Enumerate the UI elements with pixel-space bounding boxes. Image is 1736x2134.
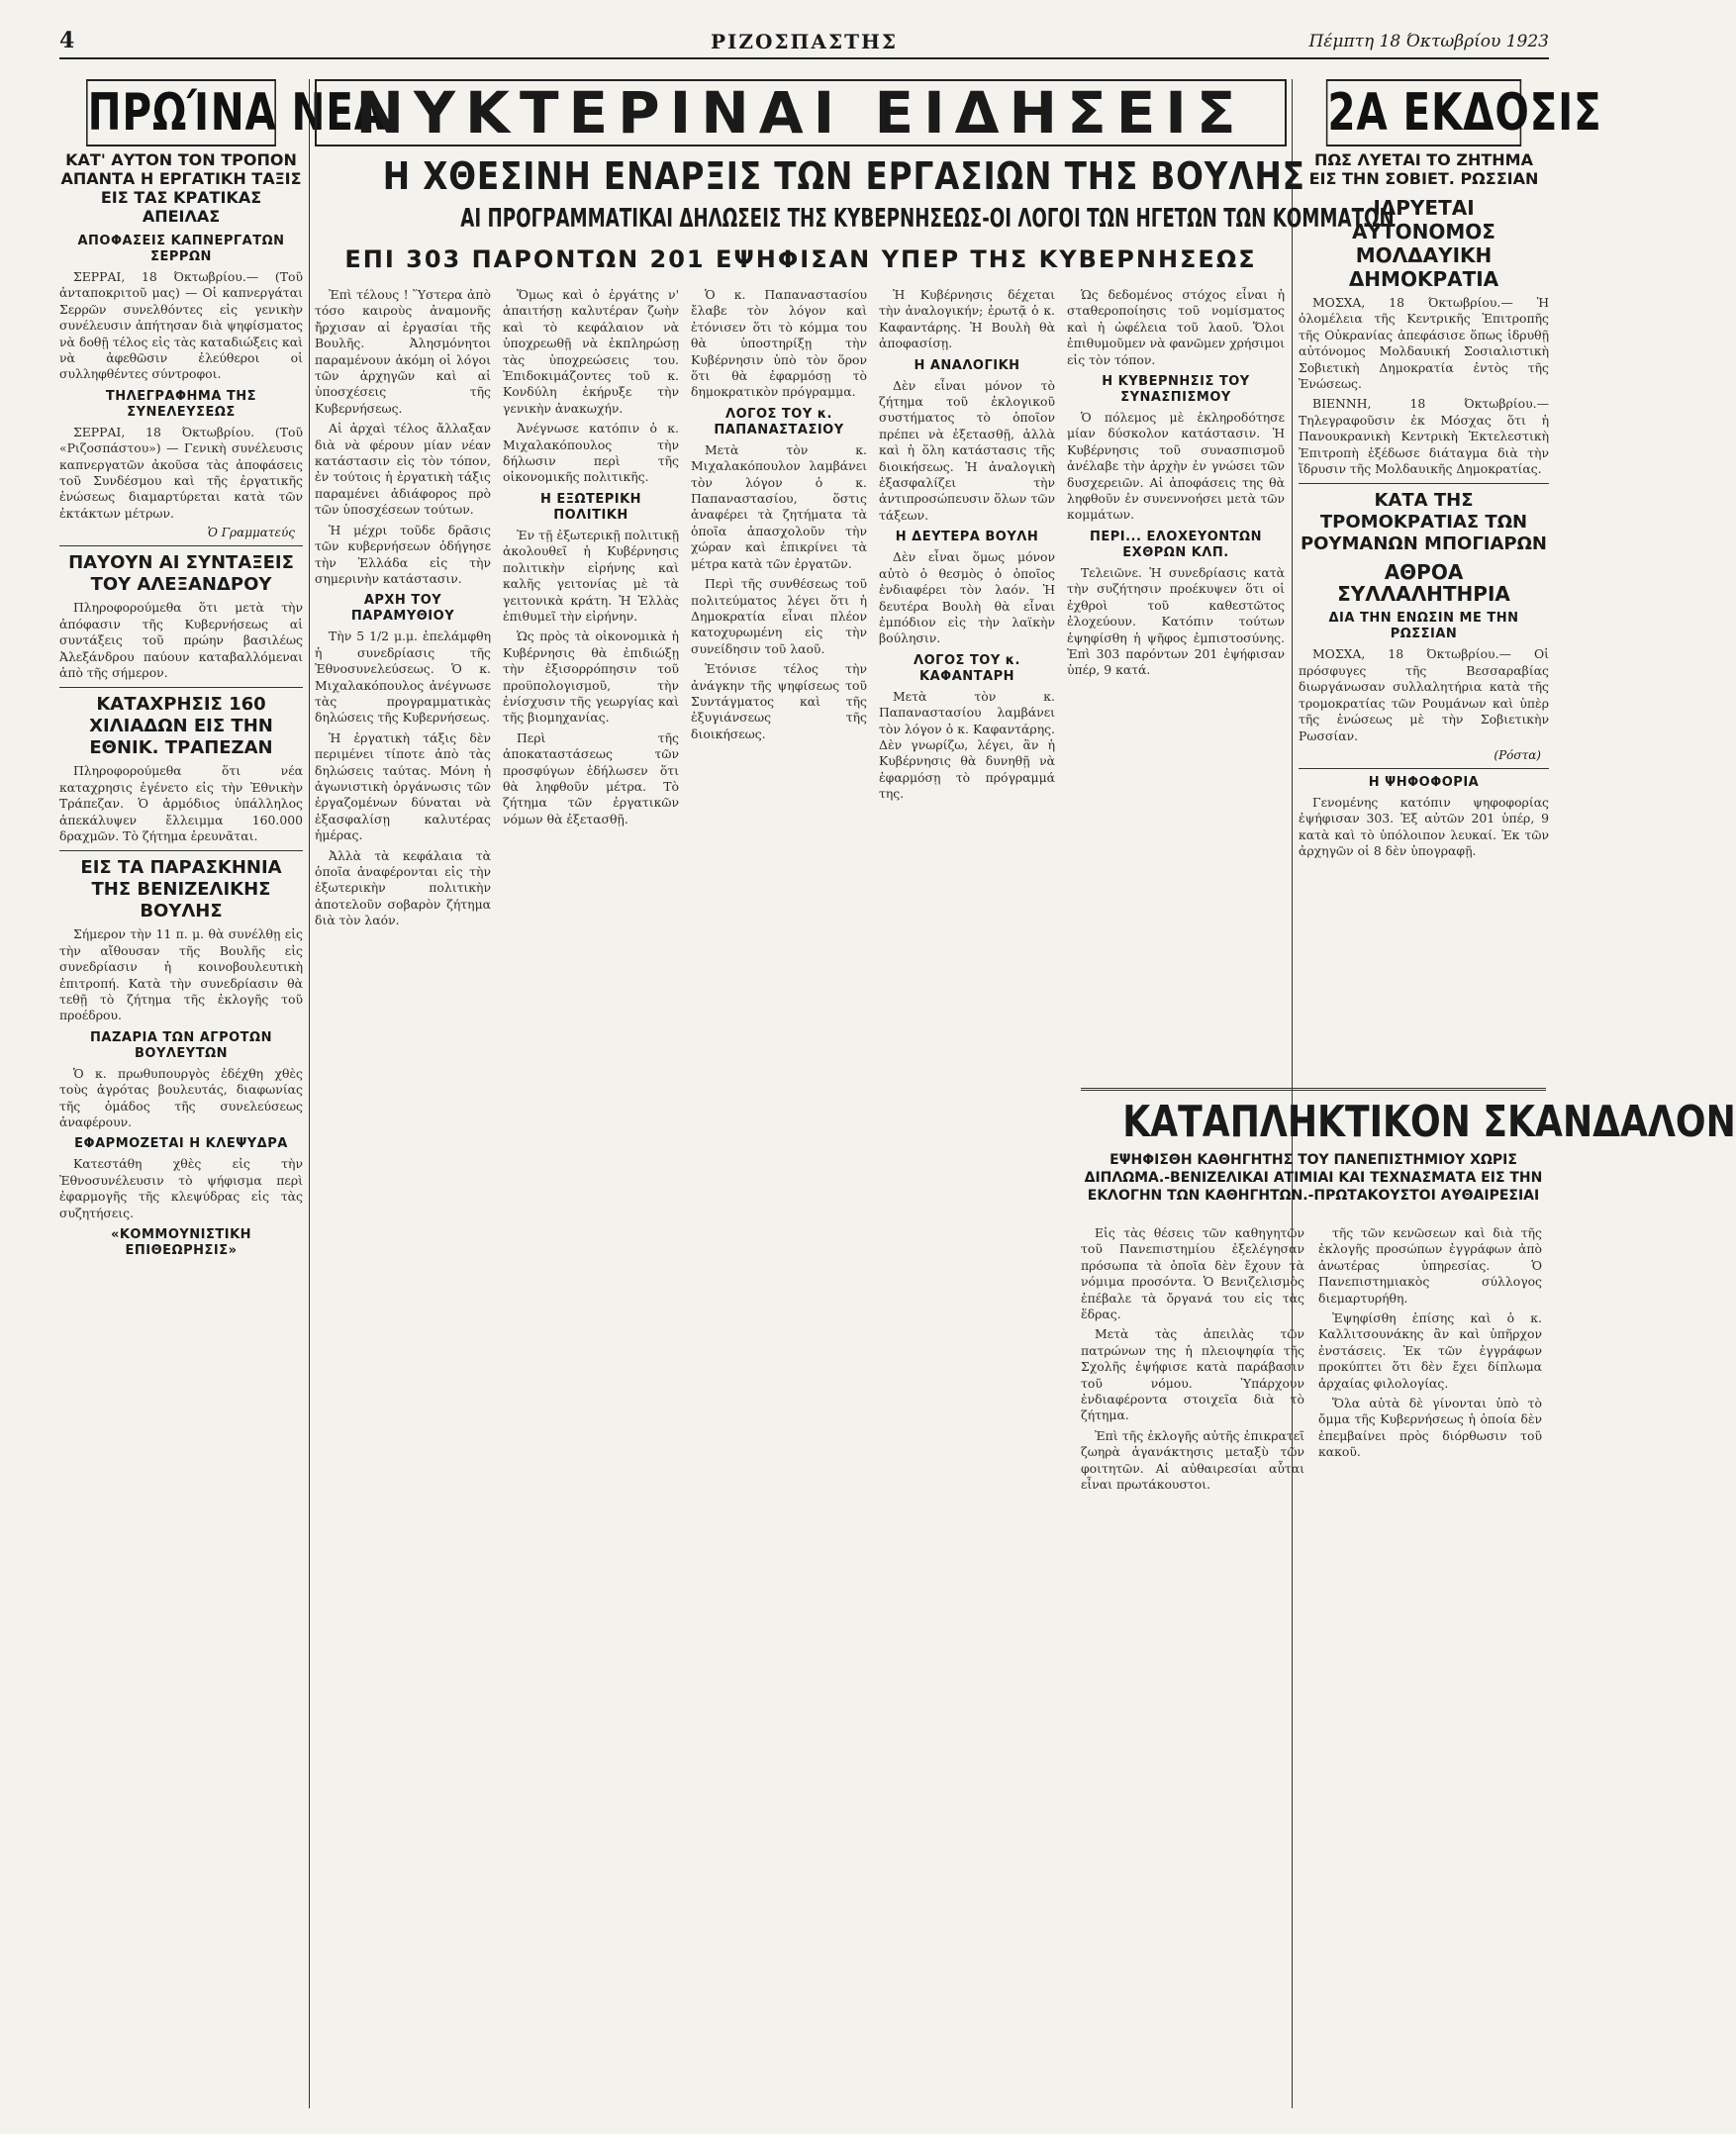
section-headline: ΚΑΤΑ ΤΗΣ ΤΡΟΜΟΚΡΑΤΙΑΣ ΤΩΝ ΡΟΥΜΑΝΩΝ ΜΠΟΓΙΑΡΩΝ: [1300, 490, 1547, 555]
article-paragraph: Ἀνέγνωσε κατόπιν ὁ κ. Μιχαλακόπουλος τὴν δήλωσιν περὶ τῆς οἰκονομικῆς πολιτικῆς.: [503, 421, 679, 485]
main-subheadline: ΑΙ ΠΡΟΓΡΑΜΜΑΤΙΚΑΙ ΔΗΛΩΣΕΙΣ ΤΗΣ ΚΥΒΕΡΝΗΣΕΩΣ-ΟΙ ΛΟΓΟΙ ΤΩΝ ΗΓΕΤΩΝ ΤΩΝ ΚΟΜΜΑΤΩΝ: [460, 204, 1395, 234]
article-paragraph: Περὶ τῆς συνθέσεως τοῦ πολιτεύματος λέγει ὅτι ἡ Δημοκρατία εἶναι πλέον κατοχυρωμένη εἰς τὴν συνείδησιν τοῦ λαοῦ.: [691, 576, 867, 656]
article-paragraph: Ὡς δεδομένος στόχος εἶναι ἡ σταθεροποίησις τοῦ νομίσματος καὶ ἡ ὠφέλεια τοῦ λαοῦ. Ὅλοι ἐπιθυμοῦμεν νὰ φανῶμεν χρήσιμοι εἰς τὸν τόπον.: [1067, 287, 1285, 367]
section-caption: Η ΚΥΒΕΡΝΗΣΙΣ ΤΟΥ ΣΥΝΑΣΠΙΣΜΟΥ: [1102, 374, 1250, 406]
article-paragraph: Ἡ ἐργατικὴ τάξις δὲν περιμένει τίποτε ἀπὸ τὰς δηλώσεις ταύτας. Μόνη ἡ ἀγωνιστικὴ ὀργάνωσις τῶν ἐργαζομένων δύναται νὰ ἐξασφαλίσῃ καλυτέρας ἡμέρας.: [315, 729, 491, 843]
divider: [59, 850, 303, 851]
article-paragraph: Εἰς τὰς θέσεις τῶν καθηγητῶν τοῦ Πανεπιστημίου ἐξελέγησαν πρόσωπα τὰ ὁποῖα δὲν ἔχουν τὰ νόμιμα προσόντα. Ὁ Βενιζελισμὸς ἐπέβαλε τὰ ὄργανά του εἰς τὰς ἕδρας.: [1081, 1225, 1304, 1322]
center-column-1: [315, 287, 491, 933]
article-paragraph: Δὲν εἶναι μόνον τὸ ζήτημα τοῦ ἐκλογικοῦ συστήματος τὸ ὁποῖον πρέπει νὰ ἐξετασθῇ, ἀλλὰ καὶ ἡ ὅλη κατάστασις τῆς διοικήσεως. Ἡ ἀναλογικὴ ἐξασφαλίζει τὴν ἀντιπροσώπευσιν ὅλων τῶν τάξεων.: [879, 377, 1055, 523]
signature: Ὁ Γραμματεύς: [207, 526, 295, 540]
article-paragraph: Ὅλα αὐτὰ δὲ γίνονται ὑπὸ τὸ ὄμμα τῆς Κυβερνήσεως ἡ ὁποία δὲν ἐπεμβαίνει πρὸς διόρθωσιν τοῦ κακοῦ.: [1318, 1396, 1542, 1460]
vote-headline: ΕΠΙ 303 ΠΑΡΟΝΤΩΝ 201 ΕΨΗΦΙΣΑΝ ΥΠΕΡ ΤΗΣ ΚΥΒΕΡΝΗΣΕΩΣ: [344, 245, 1257, 273]
section-caption: ΠΑΖΑΡΙΑ ΤΩΝ ΑΓΡΟΤΩΝ ΒΟΥΛΕΥΤΩΝ: [90, 1029, 272, 1061]
section-caption: ΛΟΓΟΣ ΤΟΥ κ. ΚΑΦΑΝΤΑΡΗ: [914, 652, 1020, 684]
article-paragraph: Ἡ μέχρι τοῦδε δρᾶσις τῶν κυβερνήσεων ὁδήγησε τὴν Ἑλλάδα εἰς τὴν σημερινὴν κατάστασιν.: [315, 522, 491, 586]
article-paragraph: Ἐπὶ τέλους ! Ὕστερα ἀπὸ τόσο καιροὺς ἀναμονῆς ἤρχισαν αἱ ἐργασίαι τῆς Βουλῆς. Ἀλησμόνητοι παραμένουν ἀκόμη οἱ λόγοι τῶν ἀρχηγῶν καὶ αἱ ὑποσχέσεις τῆς Κυβερνήσεως.: [315, 287, 491, 416]
scandal-column-1: [1081, 1225, 1304, 1498]
right-subhead: ΙΔΡΥΕΤΑΙ ΑΥΤΟΝΟΜΟΣ ΜΟΛΔΑΥΙΚΗ ΔΗΜΟΚΡΑΤΙΑ: [1348, 196, 1499, 291]
right-lede: ΠΩΣ ΛΥΕΤΑΙ ΤΟ ΖΗΤΗΜΑ ΕΙΣ ΤΗΝ ΣΟΒΙΕΤ. ΡΩΣΣΙΑΝ: [1308, 150, 1539, 188]
edition-headline: 2Α ΕΚΔΟΣΙΣ: [1326, 79, 1521, 146]
paper-name: ΡΙΖΟΣΠΑΣΤΗΣ: [710, 30, 899, 53]
section-headline: ΚΑΤΑΧΡΗΣΙΣ 160 ΧΙΛΙΑΔΩΝ ΕΙΣ ΤΗΝ ΕΘΝΙΚ. ΤΡΑΠΕΖΑΝ: [89, 694, 273, 759]
article-paragraph: ΜΟΣΧΑ, 18 Όκτωβρίου.— Ἡ ὁλομέλεια τῆς Κεντρικῆς Ἐπιτροπῆς τῆς Οὐκρανίας ἀπεφάσισε ὅπως ἱδρυθῇ αὐτόνομος Μολδαυική Σοσιαλιστικὴ Σοβιετικὴ Δημοκρατία ἐντὸς τῆς Ἑνώσεως.: [1299, 295, 1549, 392]
article-paragraph: ΣΕΡΡΑΙ, 18 Όκτωβρίου. (Τοῦ «Ριζοσπάστου») — Γενικὴ συνέλευσις καπνεργατῶν ἀκοῦσα τὰς ἀποφάσεις τοῦ Συνδέσμου καὶ τῆς ἐργατικῆς ἑνώσεως διαμαρτύρεται κατὰ τῶν ἐκτάκτων μέτρων.: [59, 424, 303, 521]
divider: [59, 687, 303, 688]
section-caption: ΕΦΑΡΜΟΖΕΤΑΙ Η ΚΛΕΨΥΔΡΑ: [74, 1136, 288, 1152]
article-paragraph: ΜΟΣΧΑ, 18 Όκτωβρίου.— Οἱ πρόσφυγες τῆς Βεσσαραβίας διωργάνωσαν συλλαλητήρια κατὰ τῆς τρομοκρατίας τῶν Ρουμάνων καὶ ὑπὲρ τῆς ἑνώσεως μὲ τὴν Σοβιετικὴν Ρωσσίαν.: [1299, 646, 1549, 743]
article-paragraph: Ὁ πόλεμος μὲ ἐκληροδότησε μίαν δύσκολον κατάστασιν. Ἡ Κυβέρνησις τοῦ συνασπισμοῦ ἀνέλαβε τὴν ἀρχὴν ἐν γνώσει τῶν δυσχερειῶν. Αἱ ἀποφάσεις της θὰ ληφθοῦν ἐν συνεννοήσει μετὰ τῶν κομμάτων.: [1067, 410, 1285, 523]
article-paragraph: Ἐπὶ τῆς ἐκλογῆς αὐτῆς ἐπικρατεῖ ζωηρὰ ἀγανάκτησις μεταξὺ τῶν φοιτητῶν. Αἱ αὐθαιρεσίαι αὗται εἶναι πρωτάκουστοι.: [1081, 1427, 1304, 1493]
center-column-5: [1067, 287, 1285, 683]
scandal-subheadline: ΕΨΗΦΙΣΘΗ ΚΑΘΗΓΗΤΗΣ ΤΟΥ ΠΑΝΕΠΙΣΤΗΜΙΟΥ ΧΩΡΙΣ ΔΙΠΛΩΜΑ.-ΒΕΝΙΖΕΛΙΚΑΙ ΑΤΙΜΙΑΙ ΚΑΙ ΤΕΧΝΑΣΜΑΤΑ ΕΙΣ ΤΗΝ ΕΚΛΟΓΗΝ ΤΩΝ ΚΑΘΗΓΗΤΩΝ.-ΠΡΩΤΑΚΟΥΣΤΟΙ ΑΥΘΑΙΡΕΣΙΑΙ: [1084, 1152, 1543, 1204]
section-caption: ΠΕΡΙ... ΕΛΟΧΕΥΟΝΤΩΝ ΕΧΘΡΩΝ ΚΛΠ.: [1089, 529, 1262, 560]
section-caption: Η ΑΝΑΛΟΓΙΚΗ: [914, 357, 1020, 373]
scandal-block: [1081, 1082, 1736, 1212]
page-number: 4: [59, 28, 75, 53]
banner-title: ΝΥΚΤΕΡΙΝΑΙ ΕΙΔΗΣΕΙΣ: [355, 79, 1246, 146]
section-caption: ΔΙΑ ΤΗΝ ΕΝΩΣΙΝ ΜΕ ΤΗΝ ΡΩΣΣΙΑΝ: [1328, 611, 1519, 642]
divider: [1299, 483, 1549, 484]
left-lede: ΚΑΤ' ΑΥΤΟΝ ΤΟΝ ΤΡΟΠΟΝ ΑΠΑΝΤΑ Η ΕΡΓΑΤΙΚΗ ΤΑΞΙΣ ΕΙΣ ΤΑΣ ΚΡΑΤΙΚΑΣ ΑΠΕΙΛΑΣ: [60, 150, 302, 226]
article-paragraph: Μετὰ τὰς ἀπειλὰς τῶν πατρώνων της ἡ πλειοψηφία τῆς Σχολῆς ἐψήφισε κατὰ παράβασιν τοῦ νόμου. Ὑπάρχουν ἐνδιαφέροντα στοιχεῖα διὰ τὸ ζήτημα.: [1081, 1326, 1304, 1423]
article-paragraph: Κατεστάθη χθὲς εἰς τὴν Ἐθνοσυνέλευσιν τὸ ψήφισμα περὶ ἐφαρμογῆς τῆς κλεψύδρας εἰς τὰς συζητήσεις.: [59, 1156, 303, 1220]
section-caption: ΛΟΓΟΣ ΤΟΥ κ. ΠΑΠΑΝΑΣΤΑΣΙΟΥ: [714, 406, 844, 437]
center-column-3: [691, 287, 867, 746]
section-caption: «ΚΟΜΜΟΥΝΙΣΤΙΚΗ ΕΠΙΘΕΩΡΗΣΙΣ»: [110, 1227, 252, 1259]
scandal-column-2: [1318, 1225, 1542, 1465]
article-paragraph: Ὡς πρὸς τὰ οἰκονομικὰ ἡ Κυβέρνησις θὰ ἐπιδιώξῃ τὴν ἐξισορρόπησιν τοῦ προϋπολογισμοῦ, τὴν ἐνίσχυσιν τῆς γεωργίας καὶ τῆς βιομηχανίας.: [503, 629, 679, 726]
section-caption: Η ΨΗΦΟΦΟΡΙΑ: [1368, 774, 1480, 790]
scandal-headline: ΚΑΤΑΠΛΗΚΤΙΚΟΝ ΣΚΑΝΔΑΛΟΝ: [1122, 1097, 1736, 1147]
article-paragraph: Πληροφορούμεθα ὅτι νέα καταχρησις ἐγένετο εἰς τὴν Ἐθνικὴν Τράπεζαν. Ὁ ἀρμόδιος ὑπάλληλος ἀπεκάλυψεν ἔλλειμμα 160.000 δραχμῶν. Τὸ ζήτημα ἐρευνᾶται.: [59, 763, 303, 843]
article-paragraph: Περὶ τῆς ἀποκαταστάσεως τῶν προσφύγων ἐδήλωσεν ὅτι θὰ ληφθοῦν μέτρα. Τὸ ζήτημα τῶν ἐργατικῶν νόμων θὰ ἐξετασθῇ.: [503, 729, 679, 826]
article-paragraph: Τελειῶνε. Ἡ συνεδρίασις κατὰ τὴν συζήτησιν προέκυψεν ὅτι οἱ ἐχθροὶ τοῦ καθεστῶτος ἐλοχεύουν. Κατόπιν τούτων ἐψηφίσθη ἡ ψῆφος ἐμπιστοσύνης. Ἐπὶ 303 παρόντων 201 ἐψήφισαν ὑπέρ, 9 κατά.: [1067, 564, 1285, 678]
signature: (Ρόστα): [1494, 747, 1541, 762]
section-headline: ΑΘΡΟΑ ΣΥΛΛΑΛΗΤΗΡΙΑ: [1337, 560, 1510, 607]
article-paragraph: Μετὰ τὸν κ. Παπαναστασίου λαμβάνει τὸν λόγον ὁ κ. Καφαντάρης. Δὲν γνωρίζω, λέγει, ἂν ἡ Κυβέρνησις θὰ δυνηθῇ νὰ ἐφαρμόσῃ τὸ πρόγραμμά της.: [879, 688, 1055, 802]
article-paragraph: Ἡ Κυβέρνησις δέχεται τὴν ἀναλογικήν; ἐρωτᾷ ὁ κ. Καφαντάρης. Ἡ Βουλὴ θὰ ἀποφασίσῃ.: [879, 287, 1055, 351]
article-paragraph: Ἐτόνισε τέλος τὴν ἀνάγκην τῆς ψηφίσεως τοῦ Συντάγματος καὶ τῆς ἐξυγιάνσεως τῆς διοικήσεως.: [691, 661, 867, 741]
center-banner: [315, 79, 1287, 146]
center-column-4: [879, 287, 1055, 807]
article-paragraph: Πληροφορούμεθα ὅτι μετὰ τὴν ἀπόφασιν τῆς Κυβερνήσεως αἱ συντάξεις τοῦ πρώην βασιλέως Ἀλεξάνδρου παύουν καταβαλλόμεναι ἀπὸ τῆς σήμερον.: [59, 600, 303, 680]
article-paragraph: Γενομένης κατόπιν ψηφοφορίας ἐψήφισαν 303. Ἐξ αὐτῶν 201 ὑπέρ, 9 κατὰ καὶ τὸ ὑπόλοιπον λευκαί. Ἐκ τῶν ἀρχηγῶν οἱ 8 δὲν ὑπογραφῇ.: [1299, 794, 1549, 859]
left-headline: ΠΡΩΊΝΑ ΝΕΑ: [86, 79, 276, 146]
left-subhead: ΑΠΟΦΑΣΕΙΣ ΚΑΠΝΕΡΓΑΤΩΝ ΣΕΡΡΩΝ: [77, 234, 285, 264]
divider: [1081, 1088, 1546, 1091]
section-headline: ΕΙΣ ΤΑ ΠΑΡΑΣΚΗΝΙΑ ΤΗΣ ΒΕΝΙΖΕΛΙΚΗΣ ΒΟΥΛΗΣ: [80, 857, 282, 922]
section-headline: ΠΑΥΟΥΝ ΑΙ ΣΥΝΤΑΞΕΙΣ ΤΟΥ ΑΛΕΞΑΝΔΡΟΥ: [68, 552, 294, 596]
issue-date: Πέμπτη 18 Όκτωβρίου 1923: [1308, 32, 1549, 51]
main-headline: Η ΧΘΕΣΙΝΗ ΕΝΑΡΞΙΣ ΤΩΝ ΕΡΓΑΣΙΩΝ ΤΗΣ ΒΟΥΛΗΣ: [382, 154, 1305, 198]
section-caption: Η ΕΞΩΤΕΡΙΚΗ ΠΟΛΙΤΙΚΗ: [539, 491, 642, 523]
article-paragraph: Ὁ κ. πρωθυπουργὸς ἐδέχθη χθὲς τοὺς ἀγρότας βουλευτάς, διαφωνίας τῆς ὁμάδος τῆς συνελεύσεως ἀναφέρουν.: [59, 1065, 303, 1129]
center-column-2: [503, 287, 679, 831]
article-paragraph: Σήμερον τὴν 11 π. μ. θὰ συνέλθῃ εἰς τὴν αἴθουσαν τῆς Βουλῆς εἰς συνεδρίασιν ἡ κοινοβουλευτικὴ ἐπιτροπή. Κατὰ τὴν συνεδρίασιν θὰ τεθῇ τὸ ζήτημα τῆς ἐκλογῆς τοῦ προέδρου.: [59, 926, 303, 1023]
newspaper-page: [59, 28, 1736, 2116]
article-paragraph: ΣΕΡΡΑΙ, 18 Όκτωβρίου.— (Τοῦ ἀνταποκριτοῦ μας) — Οἱ καπνεργάται Σερρῶν συνελθόντες εἰς γενικὴν συνέλευσιν ἀπήτησαν διὰ ψηφίσματος νὰ δοθῇ τέλος εἰς τὰς καταδιώξεις καὶ νὰ ἀφεθῶσιν ἐλεύθεροι οἱ συλληφθέντες σύντροφοι.: [59, 269, 303, 382]
section-caption: Η ΔΕΥΤΕΡΑ ΒΟΥΛΗ: [895, 530, 1039, 545]
divider: [59, 545, 303, 546]
article-paragraph: Αἱ ἀρχαὶ τέλος ἄλλαξαν διὰ νὰ φέρουν μίαν νέαν κατάστασιν εἰς τὸν τόπον, ἐν τούτοις ἡ ἐργατικὴ τάξις παραμένει ἀδιάφορος πρὸ τῶν ὑποσχέσεων τούτων.: [315, 421, 491, 518]
article-paragraph: ΒΙΕΝΝΗ, 18 Όκτωβρίου.— Τηλεγραφοῦσιν ἐκ Μόσχας ὅτι ἡ Πανουκρανικὴ Κεντρικὴ Ἐκτελεστικὴ Ἐπιτροπὴ ἐξέδωσε διάταγμα διὰ τὴν ἵδρυσιν τῆς Μολδαυικῆς Δημοκρατίας.: [1299, 396, 1549, 477]
article-paragraph: Ἐν τῇ ἐξωτερικῇ πολιτικῇ ἀκολουθεῖ ἡ Κυβέρνησις πολιτικὴν εἰρήνης καὶ καλῆς γειτονίας μὲ τὰ γειτονικὰ κράτη. Ἡ Ἑλλὰς ἐπιθυμεῖ τὴν εἰρήνην.: [503, 527, 679, 624]
section-caption: ΤΗΛΕΓΡΑΦΗΜΑ ΤΗΣ ΣΥΝΕΛΕΥΣΕΩΣ: [105, 388, 257, 420]
article-paragraph: Ὅμως καὶ ὁ ἐργάτης ν' ἀπαιτήσῃ καλυτέραν ζωὴν καὶ τὸ κεφάλαιον νὰ ὑποχρεωθῇ νὰ ἐκπληρώσῃ τὰς ὑποχρεώσεις του. Ἐπιδοκιμάζοντες τοῦ κ. Κονδύλη ἐκήρυξε τὴν γενικὴν ἀνακωχήν.: [503, 287, 679, 416]
article-paragraph: Τὴν 5 1/2 μ.μ. ἐπελάμφθη ἡ συνεδρίασις τῆς Ἐθνοσυνελεύσεως. Ὁ κ. Μιχαλακόπουλος ἀνέγνωσε τὰς προγραμματικὰς δηλώσεις τῆς Κυβερνήσεως.: [315, 629, 491, 726]
article-paragraph: Ὁ κ. Παπαναστασίου ἔλαβε τὸν λόγον καὶ ἐτόνισεν ὅτι τὸ κόμμα του θὰ ὑποστηρίξῃ τὴν Κυβέρνησιν ὑπὸ τὸν ὅρον ὅτι θὰ ἐφαρμόσῃ τὸ δημοκρατικὸν πρόγραμμα.: [691, 287, 867, 400]
divider: [1299, 768, 1549, 769]
masthead: [59, 28, 1549, 59]
right-column: [1299, 79, 1602, 864]
column-rule: [309, 79, 310, 2108]
article-paragraph: Δὲν εἶναι ὅμως μόνον αὐτὸ ὁ θεσμὸς ὁ ὁποῖος ἐνδιαφέρει τὸν λαόν. Ἡ δευτέρα Βουλὴ θὰ εἶναι ἐμπόδιον εἰς τὴν λαϊκὴν βούλησιν.: [879, 549, 1055, 646]
left-column: [59, 79, 386, 1263]
section-caption: ΑΡΧΗ ΤΟΥ ΠΑΡΑΜΥΘΙΟΥ: [350, 593, 455, 625]
article-paragraph: τῆς τῶν κενῶσεων καὶ διὰ τῆς ἐκλογῆς προσώπων ἐγγράφων ἀπὸ ἀνωτέρας ὑπηρεσίας. Ὁ Πανεπιστημιακὸς σύλλογος διεμαρτυρήθη.: [1318, 1225, 1542, 1306]
article-paragraph: Μετὰ τὸν κ. Μιχαλακόπουλον λαμβάνει τὸν λόγον ὁ κ. Παπαναστασίου, ὅστις ἀναφέρει τὰ ζητήματα τὰ ὁποῖα ἀπασχολοῦν τὴν χώραν καὶ ἐπικρίνει τὰ μέτρα κατὰ τῶν ἐργατῶν.: [691, 441, 867, 571]
article-paragraph: Ἐψηφίσθη ἐπίσης καὶ ὁ κ. Καλλιτσουνάκης ἂν καὶ ὑπῆρχον ἐνστάσεις. Ἐκ τῶν ἐγγράφων προκύπτει ὅτι δὲν ἔχει δίπλωμα ἀρχαίας φιλολογίας.: [1318, 1310, 1542, 1391]
article-paragraph: Ἀλλὰ τὰ κεφάλαια τὰ ὁποῖα ἀναφέρονται εἰς τὴν ἐξωτερικὴν πολιτικὴν ἀποτελοῦν σοβαρὸν ζήτημα διὰ τὸν λαόν.: [315, 847, 491, 928]
